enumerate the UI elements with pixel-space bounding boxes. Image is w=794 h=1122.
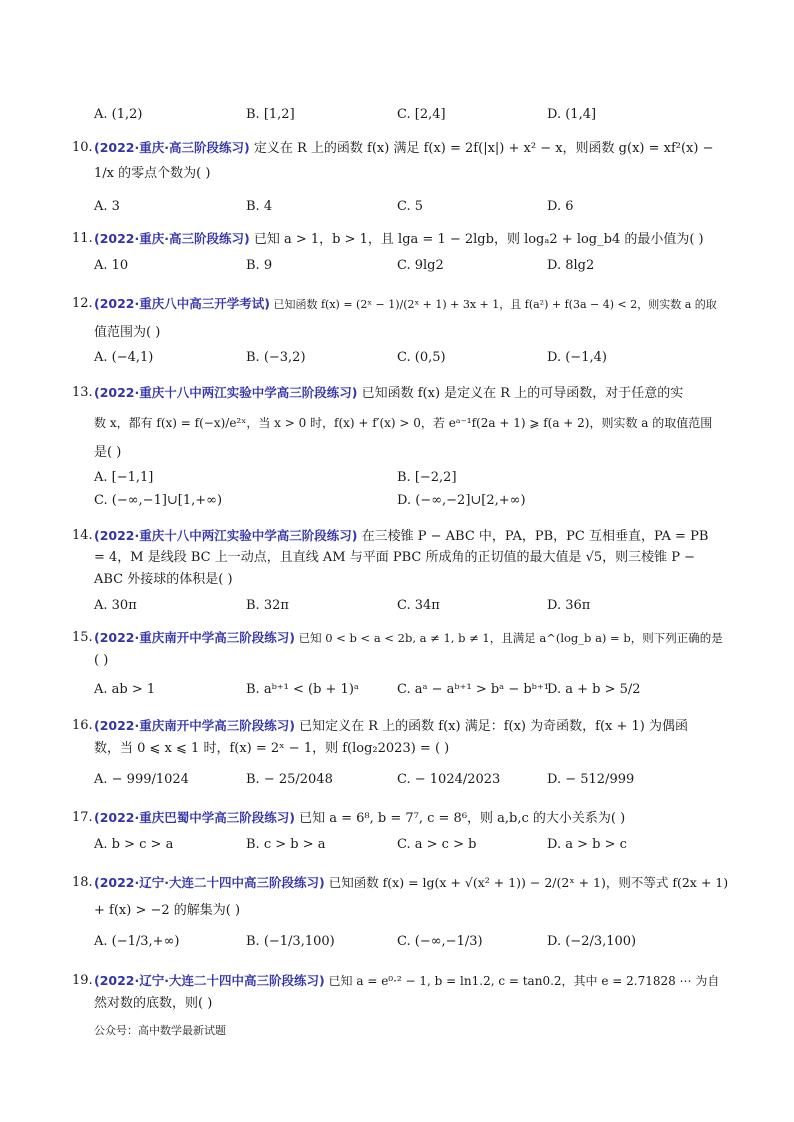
option-b: B. 32π	[246, 598, 289, 613]
stem-line: 已知 a = e⁰·² − 1, b = ln1.2, c = tan0.2，其中 e = 2.71828 ⋯ 为自	[328, 974, 720, 988]
option-b: B. c > b > a	[246, 837, 326, 852]
option-a: A. [−1,1]	[94, 470, 154, 485]
stem-line: 数 x，都有 f(x) = f(−x)/e²ˣ，当 x > 0 时，f(x) + f′(x) > 0，若 eᵃ⁻¹f(2a + 1) ⩾ f(a + 2)，则实数 a 的取值范围	[94, 416, 713, 430]
option-c: C. − 1024/2023	[397, 772, 501, 787]
option-c: C. 5	[397, 199, 424, 214]
question-number: 18.	[72, 875, 93, 890]
question-stem	[94, 716, 688, 737]
option-d: D. (−∞,−2]∪[2,+∞)	[397, 493, 526, 508]
option-c: C. 9lg2	[397, 258, 444, 273]
option-b: B. [−2,2]	[397, 470, 457, 485]
option-a: A. (1,2)	[94, 107, 143, 122]
question-number: 15.	[72, 630, 93, 645]
option-c: C. (−∞,−1/3)	[397, 934, 483, 949]
stem-line: 然对数的底数，则( )	[94, 996, 213, 1011]
stem-line: + f(x) > −2 的解集为( )	[94, 903, 241, 918]
option-a: A. (−4,1)	[94, 350, 154, 365]
question-source: (2022·重庆十八中两江实验中学高三阶段练习)	[94, 385, 358, 400]
question-source: (2022·重庆十八中两江实验中学高三阶段练习)	[94, 528, 358, 543]
stem-line: 已知函数 f(x) 是定义在 R 上的可导函数，对于任意的实	[361, 386, 684, 401]
question-stem	[94, 383, 683, 404]
option-c: C. [2,4]	[397, 107, 446, 122]
option-d: D. (−1,4)	[547, 350, 607, 365]
stem-line: 是( )	[94, 445, 122, 460]
question-stem	[94, 526, 708, 547]
question-source: (2022·辽宁·大连二十四中高三阶段练习)	[94, 973, 325, 988]
stem-line: 定义在 R 上的函数 f(x) 满足 f(x) = 2f(|x|) + x² − x，则函数 g(x) = xf²(x) −	[253, 141, 714, 156]
question-stem	[94, 873, 728, 893]
question-number: 11.	[72, 231, 93, 246]
option-d: D. a > b > c	[547, 837, 627, 852]
option-d: D. (1,4]	[547, 107, 597, 122]
question-stem	[94, 294, 717, 315]
question-stem	[94, 628, 723, 648]
option-a: A. 10	[94, 258, 129, 273]
question-stem	[94, 229, 704, 250]
question-stem	[94, 971, 719, 991]
stem-line: 数，当 0 ⩽ x ⩽ 1 时，f(x) = 2ˣ − 1，则 f(log₂2023) = ( )	[94, 741, 450, 756]
stem-line: 1/x 的零点个数为( )	[94, 166, 211, 181]
question-source: (2022·重庆巴蜀中学高三阶段练习)	[94, 810, 295, 825]
stem-line: 值范围为( )	[94, 325, 161, 340]
question-number: 19.	[72, 973, 93, 988]
stem-line: ( )	[94, 653, 109, 668]
question-number: 17.	[72, 810, 93, 825]
question-number: 14.	[72, 528, 93, 543]
option-b: B. 4	[246, 199, 273, 214]
stem-line: 已知函数 f(x) = lg(x + √(x² + 1)) − 2/(2ˣ + 1)，则不等式 f(2x + 1)	[328, 875, 729, 890]
option-b: B. (−1/3,100)	[246, 934, 335, 949]
option-d: D. 8lg2	[547, 258, 595, 273]
option-d: D. 36π	[547, 598, 591, 613]
stem-line: = 4，M 是线段 BC 上一动点，且直线 AM 与平面 PBC 所成角的正切值的最大值是 √5，则三棱锥 P −	[94, 550, 696, 565]
option-a: A. 30π	[94, 598, 137, 613]
question-number: 10.	[72, 140, 93, 155]
option-a: A. − 999/1024	[94, 772, 189, 787]
option-a: A. 3	[94, 199, 120, 214]
option-c: C. 34π	[397, 598, 440, 613]
question-number: 13.	[72, 385, 93, 400]
option-a: A. b > c > a	[94, 837, 174, 852]
stem-line: 在三棱锥 P − ABC 中，PA，PB，PC 互相垂直，PA = PB	[361, 529, 709, 544]
stem-line: ABC 外接球的体积是( )	[94, 572, 233, 587]
question-source: (2022·重庆·高三阶段练习)	[94, 140, 250, 155]
question-source: (2022·重庆南开中学高三阶段练习)	[94, 718, 295, 733]
page-footer: 公众号：高中数学最新试题	[94, 1024, 226, 1037]
option-b: B. (−3,2)	[246, 350, 306, 365]
option-a: A. (−1/3,+∞)	[94, 934, 180, 949]
option-c: C. (−∞,−1]∪[1,+∞)	[94, 493, 223, 508]
option-b: B. aᵇ⁺¹ < (b + 1)ᵃ	[246, 682, 359, 697]
stem-line: 已知函数 f(x) = (2ˣ − 1)/(2ˣ + 1) + 3x + 1，且 f(a²) + f(3a − 4) < 2，则实数 a 的取	[273, 298, 717, 311]
option-d: D. − 512/999	[547, 772, 635, 787]
question-number: 12.	[72, 296, 93, 311]
option-c: C. (0,5)	[397, 350, 446, 365]
stem-line: 已知 a > 1，b > 1，且 lga = 1 − 2lgb，则 logₐ2 + log_b4 的最小值为( )	[253, 232, 704, 247]
question-stem	[94, 138, 714, 159]
option-d: D. (−2/3,100)	[547, 934, 637, 949]
question-number: 16.	[72, 718, 93, 733]
option-b: B. − 25/2048	[246, 772, 333, 787]
option-b: B. 9	[246, 258, 273, 273]
option-a: A. ab > 1	[94, 682, 156, 697]
stem-line: 已知 a = 6⁸, b = 7⁷, c = 8⁶，则 a,b,c 的大小关系为( )	[299, 811, 626, 826]
option-d: D. a + b > 5/2	[547, 682, 641, 697]
question-stem	[94, 808, 625, 829]
stem-line: 已知 0 < b < a < 2b, a ≠ 1, b ≠ 1，且满足 a^(log_b a) = b，则下列正确的是	[298, 631, 723, 645]
question-source: (2022·重庆八中高三开学考试)	[94, 296, 270, 311]
question-source: (2022·重庆南开中学高三阶段练习)	[94, 630, 295, 645]
option-d: D. 6	[547, 199, 574, 214]
option-c: C. aᵃ − aᵇ⁺¹ > bᵃ − bᵇ⁺¹	[397, 682, 549, 697]
question-source: (2022·辽宁·大连二十四中高三阶段练习)	[94, 875, 325, 890]
option-c: C. a > c > b	[397, 837, 477, 852]
option-b: B. [1,2]	[246, 107, 295, 122]
stem-line: 已知定义在 R 上的函数 f(x) 满足：f(x) 为奇函数，f(x + 1) 为偶函	[299, 719, 688, 734]
question-source: (2022·重庆·高三阶段练习)	[94, 231, 250, 246]
